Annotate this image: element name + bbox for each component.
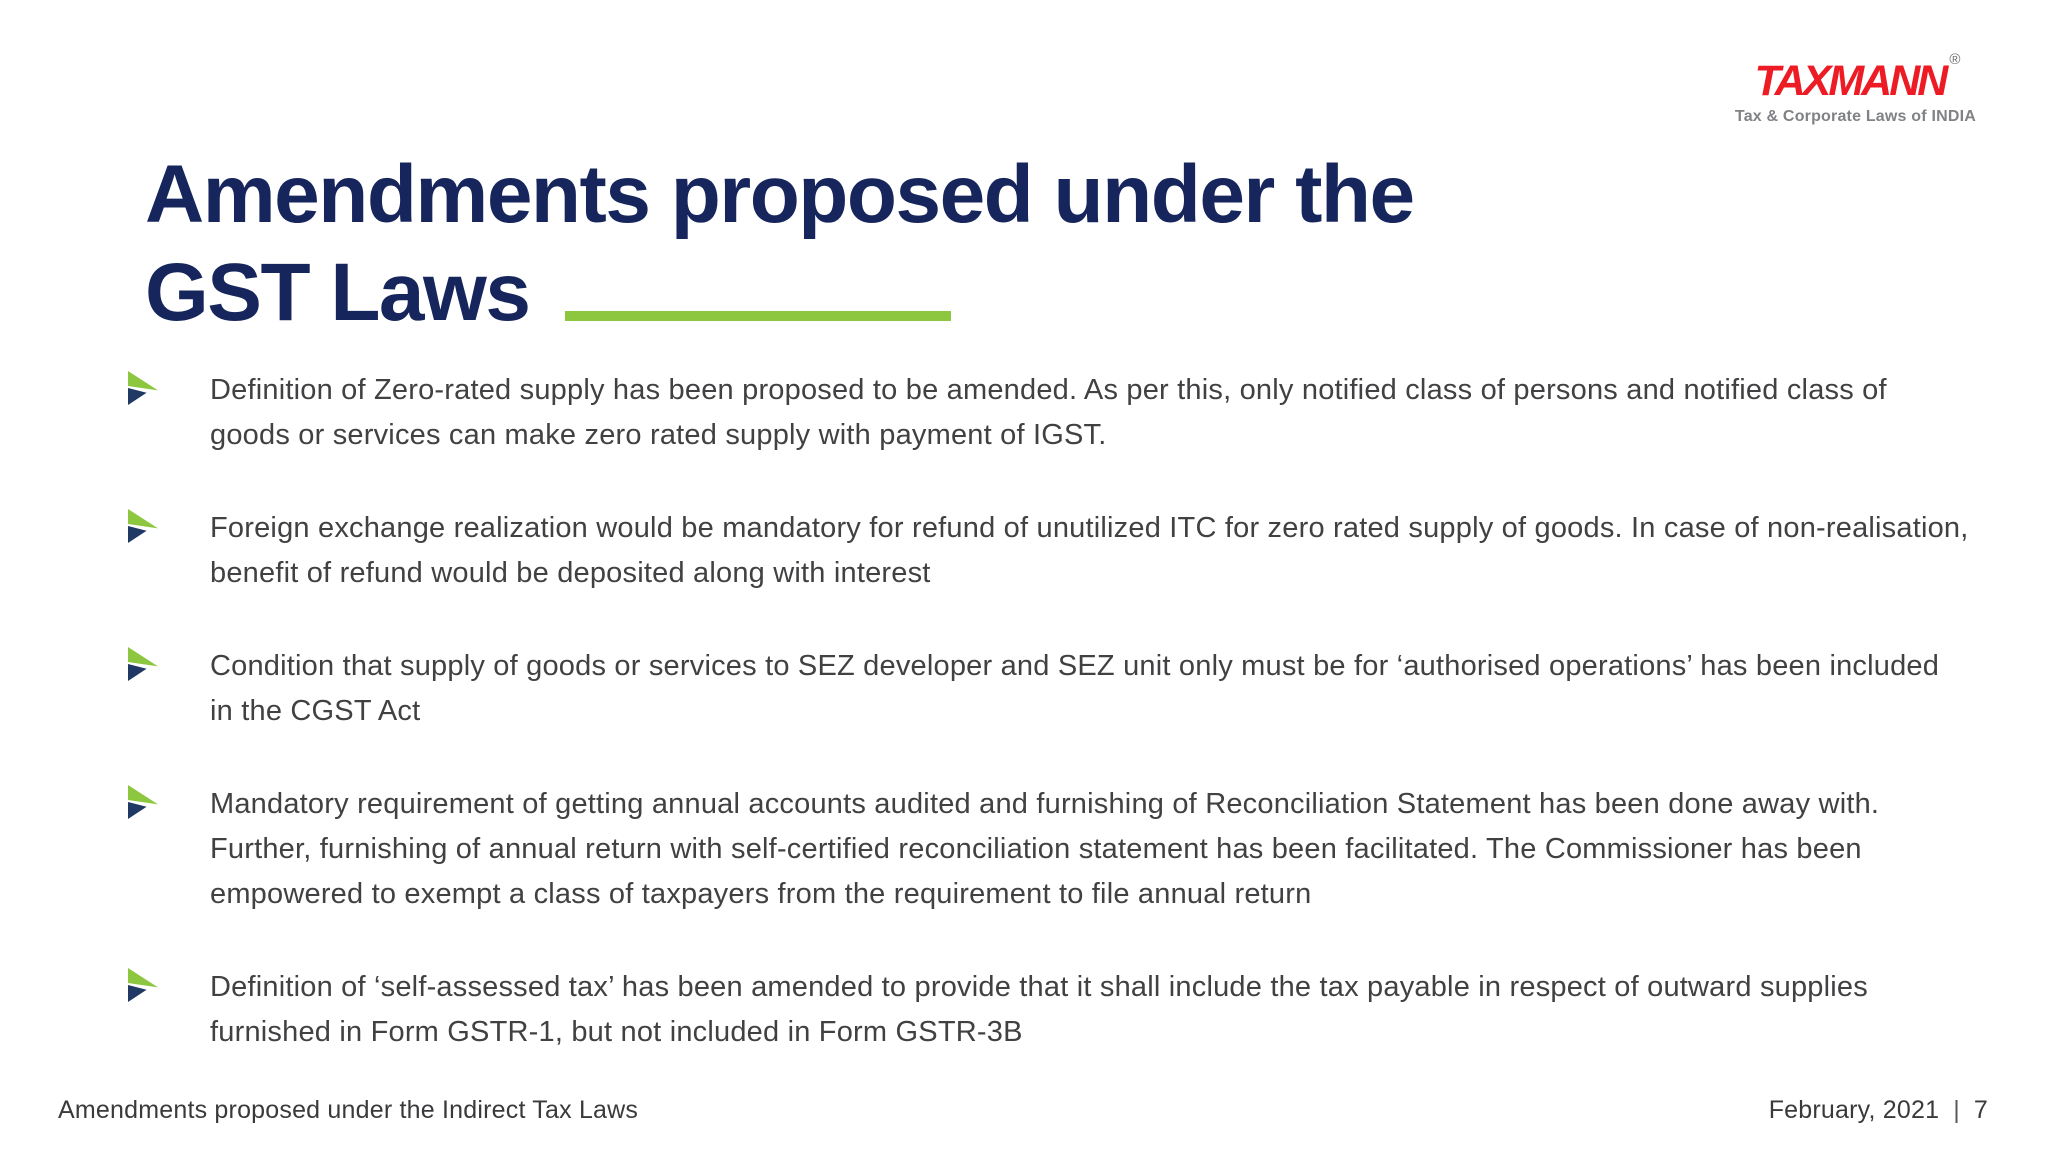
bullet-text: Condition that supply of goods or services to SEZ developer and SEZ unit only must be for ‘authorised operations’ has been included in the CGST Act [210, 650, 1940, 727]
list-item [128, 506, 1970, 596]
registered-trademark-icon: ® [1949, 51, 1961, 68]
list-item [128, 368, 1970, 458]
bullet-arrow-icon [128, 371, 158, 405]
list-item [128, 965, 1970, 1055]
list-item [128, 782, 1970, 917]
footer-separator: | [1953, 1096, 1960, 1124]
bullet-text: Foreign exchange realization would be mandatory for refund of unutilized ITC for zero rated supply of goods. In case of non-realisation, benefit of refund would be deposited along with interest [210, 512, 1969, 589]
bullet-text: Mandatory requirement of getting annual accounts audited and furnishing of Reconciliation Statement has been done away with. Further, furnishing of annual return with self-certified reconciliation statement has been facilitated. The Commissioner has been empowered to exempt a class of taxpayers from the requirement to file annual return [210, 788, 1880, 910]
bullet-text: Definition of ‘self-assessed tax’ has been amended to provide that it shall include the tax payable in respect of outward supplies furnished in Form GSTR-1, but not included in Form GSTR-3B [210, 971, 1868, 1048]
bullet-arrow-icon [128, 509, 158, 543]
taxmann-brand-text: TAXMANN [1754, 57, 1946, 105]
footer-date-page [1769, 1096, 1988, 1124]
footer-slide-title: Amendments proposed under the Indirect Tax Laws [58, 1096, 639, 1124]
bullet-arrow-icon [128, 647, 158, 681]
bullet-arrow-icon [128, 968, 158, 1002]
bullet-text: Definition of Zero-rated supply has been proposed to be amended. As per this, only notified class of persons and notified class of goods or services can make zero rated supply with payment of IGST. [210, 374, 1887, 451]
page-title-line2: GST Laws [145, 247, 530, 338]
taxmann-tagline: Tax & Corporate Laws of INDIA [1734, 108, 1976, 125]
page-title-line1: Amendments proposed under the [145, 149, 1414, 240]
title-underline-bar [565, 311, 951, 321]
taxmann-logo [1734, 51, 1976, 126]
bullet-list [128, 368, 1970, 1103]
footer [58, 1096, 1988, 1124]
taxmann-wordmark [1735, 51, 1976, 105]
footer-page-number: 7 [1973, 1096, 1988, 1124]
list-item [128, 644, 1970, 734]
footer-date: February, 2021 [1768, 1096, 1940, 1124]
bullet-arrow-icon [128, 785, 158, 819]
